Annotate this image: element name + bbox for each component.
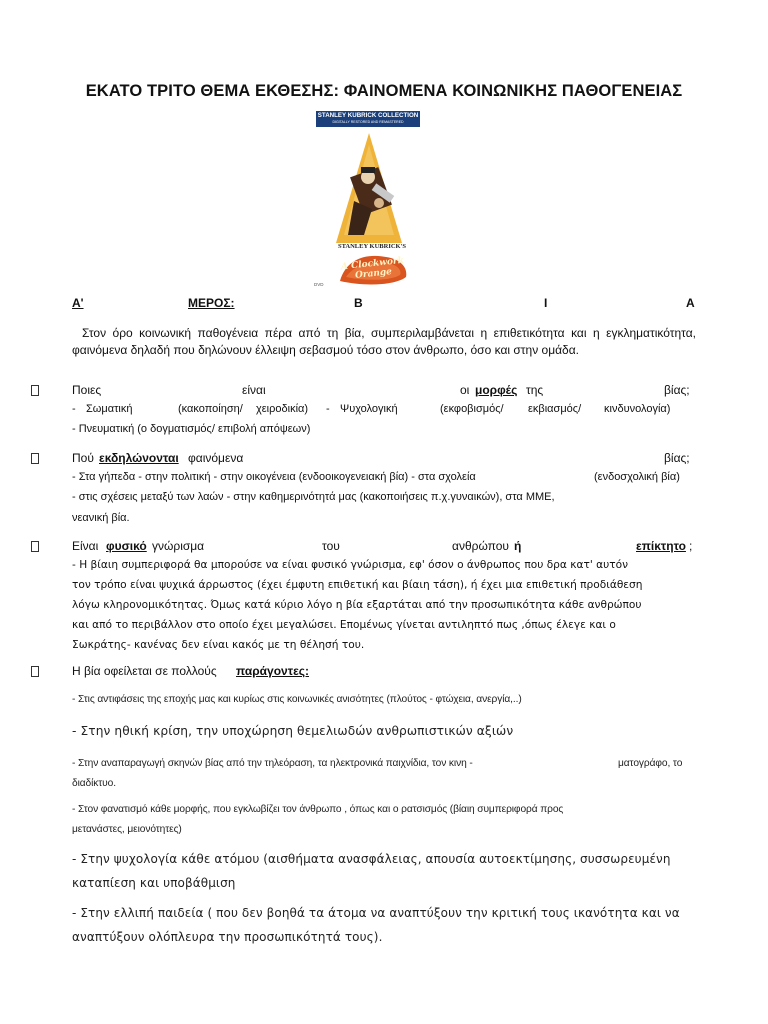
section-letter-1: Β [354,296,363,310]
q1-form-abuse: (κακοποίηση/ [178,403,243,415]
section-heading [72,296,696,312]
q1-word-a: Ποιες [72,383,102,397]
q1-spiritual-line [72,423,696,439]
q1-form-assault: χειροδικία) [256,403,309,415]
factor-psychology [72,847,696,895]
q2-line-4 [72,512,696,528]
q1-dash-2: - [326,403,330,415]
factor-media-text: - Στην αναπαραγωγή σκηνών βίας από την τηλεόραση, τα ηλεκτρονικά παιχνίδια, τον κινη - [72,758,473,769]
q3-keyword-natural: φυσικό [106,539,147,553]
q3-word-e: ανθρώπου [452,539,509,553]
q2-line-2 [72,471,696,487]
q2-word-c: φαινόμενα [188,451,244,465]
factor-education-line-1: - Στην ελλιπή παιδεία ( που δεν βοηθά τα άτομα να αναπτύξουν την κριτική τους ικανότητα και να [72,906,680,920]
q1-forms-line [72,403,696,419]
cover-dvd-label: DVD [314,282,324,287]
factor-media-internet: διαδίκτυο. [72,778,116,789]
factor-media-cinema: ματογράφο, το [618,758,683,769]
q2-line-3 [72,491,696,507]
q1-form-scaremongering: κινδυνολογία) [604,403,671,415]
bullet-icon [31,539,41,551]
dvd-cover-image [312,109,424,291]
factor-education-line-2: αναπτύξουν ολόπλευρα την προσωπικότητά τους). [72,930,383,944]
q1-dash-1: - [72,403,76,415]
factor-fanaticism-line-2: μετανάστες, μειονότητες) [72,824,182,835]
intro-text: Στον όρο κοινωνική παθογένεια πέρα από τη βία, συμπεριλαμβάνεται η επιθετικότητα και η εγκληματικότητα, φαινόμενα δηλαδή που δηλώνουν έλλειψη σεβασμού τόσο στον άνθρωπο, όσο και στην ομάδα. [72,326,696,357]
section-letter-2: Ι [544,296,548,310]
q3-line-5: Σωκράτης- κανένας δεν είναι κακός με τη θέλησή του. [72,639,365,651]
q2-word-a: Πού [72,451,94,465]
page-title: ΕΚΑΤΟ ΤΡΙΤΟ ΘΕΜΑ ΕΚΘΕΣΗΣ: ΦΑΙΝΟΜΕΝΑ ΚΟΙΝΩΝΙΚΗΣ ΠΑΘΟΓΕΝΕΙΑΣ [85,82,683,100]
question-forms [72,383,696,399]
factor-psychology-line-1: - Στην ψυχολογία κάθε ατόμου (αισθήματα ανασφάλειας, απουσία αυτοεκτίμησης, συσσωρευμένη [72,852,671,866]
q3-line-3: λόγω κληρονομικότητας. Όμως κατά κύριο λόγο η βία εξαρτάται από την προσωπικότητα κάθε ανθρώπου [72,599,642,611]
factor-moral-crisis: - Στην ηθική κρίση, την υποχώρηση θεμελιωδών ανθρωπιστικών αξιών [72,724,514,738]
q2-youth-violence: νεανική βία. [72,512,130,524]
bullet-icon [31,451,41,463]
q1-form-blackmail: εκβιασμός/ [528,403,582,415]
q4-text: Η βία οφείλεται σε πολλούς [72,664,217,678]
factor-education [72,901,696,949]
q1-word-f: βίας; [664,383,690,397]
bullet-icon [31,383,41,395]
q3-answer-paragraph [72,555,696,655]
cover-title-text: A Clockwork Orange [340,255,405,281]
q3-line-1: - Η βίαιη συμπεριφορά θα μπορούσε να είναι φυσικό γνώρισμα, εφ' όσον ο άνθρωπος που δρα κατ' αυτόν [72,559,629,571]
factor-psychology-line-2: καταπίεση και υποβάθμιση [72,876,236,890]
q1-form-psychological: Ψυχολογική [340,403,398,415]
q2-word-d: βίας; [664,451,690,465]
q1-form-physical: Σωματική [86,403,133,415]
intro-paragraph [72,325,696,359]
factor-fanaticism-line-1: - Στον φανατισμό κάθε μορφής, που εγκλωβίζει τον άνθρωπο , όπως και ο ρατσισμός (βίαιη συμπεριφορά προς [72,804,564,815]
q1-word-e: της [526,383,544,397]
q2-relations: - στις σχέσεις μεταξύ των λαών - στην καθημερινότητά μας (κακοποιήσεις π.χ.γυναικών), στα ΜΜΕ, [72,491,555,503]
cover-triangle-artwork [334,131,404,249]
q3-question-mark: ; [689,539,693,553]
cover-banner-subtext: DIGITALLY RESTORED AND REMASTERED [332,120,404,124]
cover-banner-text: STANLEY KUBRICK COLLECTION [317,112,419,119]
q1-word-b: είναι [242,383,266,397]
q3-line-4: και από το περιβάλλον στο οποίο έχει μεγαλώσει. Επομένως γίνεται αντιληπτό πως ,όπως έλεγε και ο [72,619,616,631]
question-factors [72,664,696,680]
q2-keyword-manifest: εκδηλώνονται [99,451,179,465]
q3-word-a: Είναι [72,539,99,553]
section-letter-3: Α [686,296,695,310]
q3-keyword-acquired: επίκτητο [636,539,686,553]
q3-line-2: τον τρόπο είναι ψυχικά άρρωστος (έχει έμφυτη επιθετική και βίαιη τάση), ή έχει μια επιθετική προδιάθεση [72,579,643,591]
cover-director-text: STANLEY KUBRICK'S [337,243,407,250]
q3-word-c: γνώρισμα [152,539,205,553]
factor-media [72,754,696,794]
q1-form-intimidation: (εκφοβισμός/ [440,403,504,415]
section-heading-label-underlined: Α' [72,296,84,310]
bullet-icon [31,664,41,676]
question-where [72,451,696,467]
factor-fanaticism [72,800,696,840]
q3-word-d: του [322,539,340,553]
section-heading-word: ΜΕΡΟΣ: [188,296,235,310]
q2-places: - Στα γήπεδα - στην πολιτική - στην οικογένεια (ενδοοικογενειακή βία) - στα σχολεία [72,471,476,483]
question-natural: Είναι φυσικό γνώρισμα του ανθρώπου ή επίκτητο ; [72,539,693,553]
q1-keyword-forms: μορφές [475,383,518,397]
q1-form-spiritual: - Πνευματική (ο δογματισμός/ επιβολή απόψεων) [72,423,311,435]
cover-banner [316,111,420,127]
q4-keyword-factors: παράγοντες: [236,664,309,678]
q2-school-violence: (ενδοσχολική βία) [594,471,680,483]
factor-inequalities: - Στις αντιφάσεις της εποχής μας και κυρίως στις κοινωνικές ανισότητες (πλούτος - φτώχεια, ανεργία,..) [72,694,522,705]
q1-word-c: οι [460,383,470,397]
